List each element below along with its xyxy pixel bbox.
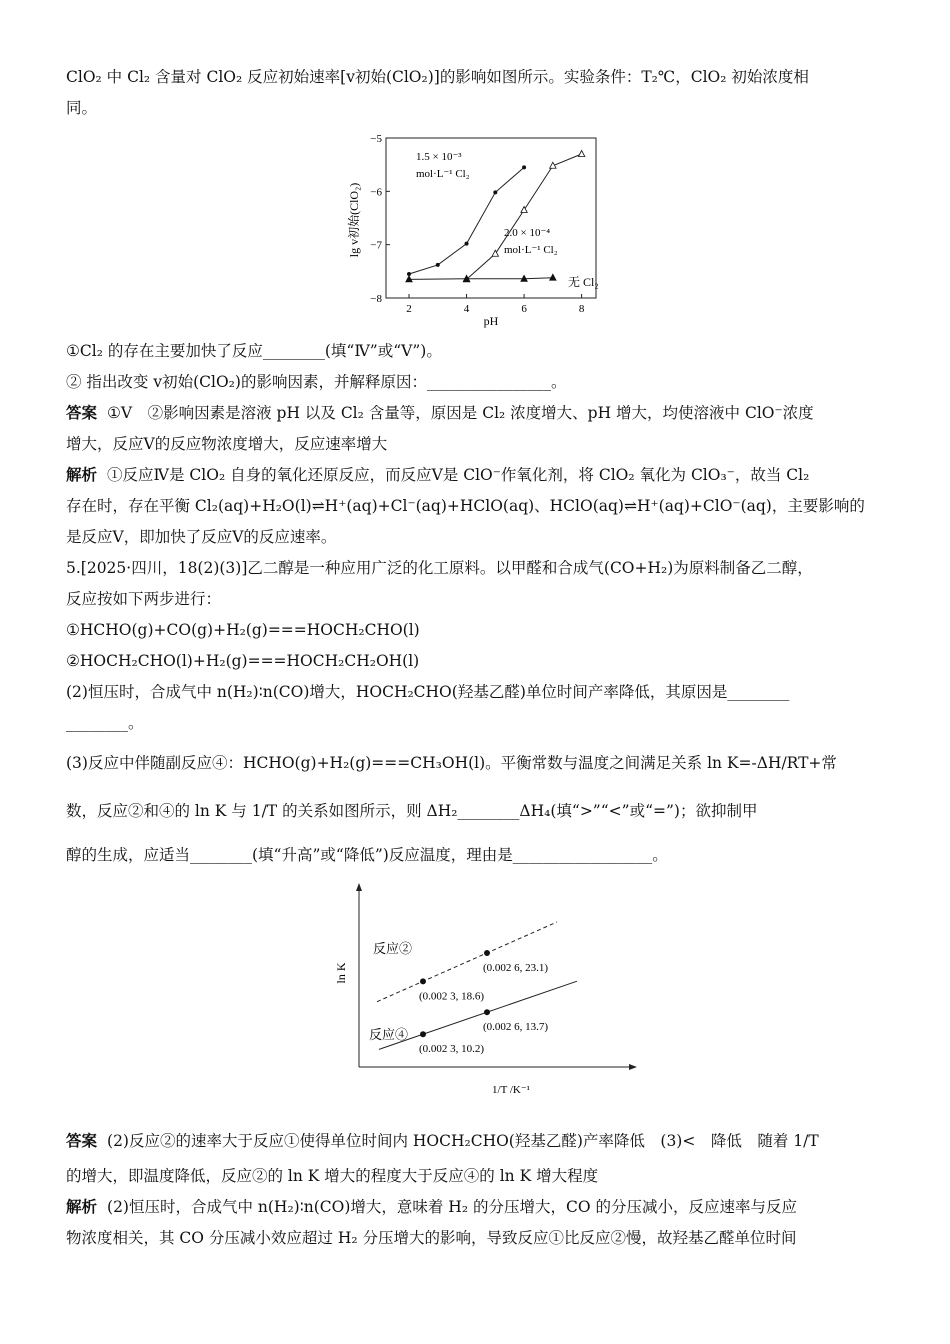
intro-line-1: ClO₂ 中 Cl₂ 含量对 ClO₂ 反应初始速率[v初始(ClO₂)]的影响如图所示。实验条件：T₂℃，ClO₂ 初始浓度相	[66, 68, 809, 86]
answer-2-line-2: 的增大，即温度降低，反应②的 ln K 增大的程度大于反应④的 ln K 增大程度	[66, 1167, 599, 1185]
answer-1-line-1	[66, 398, 886, 429]
analysis-2-label: 解析	[66, 1198, 98, 1216]
problem-5-line-1: 5.[2025·四川，18(2)(3)]乙二醇是一种应用广泛的化工原料。以甲醛和合成气(CO+H₂)为原料制备乙二醇，	[66, 559, 813, 577]
document-page	[66, 62, 886, 1254]
answer-1-text: ①Ⅴ ②影响因素是溶液 pH 以及 Cl₂ 含量等，原因是 Cl₂ 浓度增大、pH 增大，均使溶液中 ClO⁻浓度	[107, 404, 814, 422]
data-point	[484, 1009, 490, 1015]
x-tick-label: 8	[578, 303, 585, 315]
data-point	[522, 165, 526, 169]
y-tick-label: −8	[370, 293, 382, 305]
chart2-x-arrow	[629, 1064, 637, 1070]
intro-line-2: 同。	[66, 99, 98, 117]
point-label: (0.002 3, 10.2)	[419, 1043, 485, 1056]
x-tick-label: 6	[521, 303, 527, 315]
analysis-2-text: (2)恒压时，合成气中 n(H₂)∶n(CO)增大，意味着 H₂ 的分压增大，CO 的分压减小，反应速率与反应	[107, 1198, 797, 1216]
chart1-xlabel: pH	[483, 314, 499, 328]
answer-2-label: 答案	[66, 1132, 98, 1150]
equation-2: ②HOCH₂CHO(l)+H₂(g)===HOCH₂CH₂OH(l)	[66, 652, 420, 670]
series2-label-b: mol·L⁻¹ Cl₂	[504, 244, 558, 256]
question-5-2-line-2: ________。	[66, 714, 144, 732]
analysis-1-text: ①反应Ⅳ是 ClO₂ 自身的氧化还原反应，而反应Ⅴ是 ClO⁻作氧化剂，将 ClO₂ 氧化为 ClO₃⁻，故当 Cl₂	[107, 466, 810, 484]
ph-rate-chart	[346, 132, 606, 332]
lnk-chart	[311, 881, 641, 1111]
answer-1-line-2: 增大，反应Ⅴ的反应物浓度增大，反应速率增大	[66, 435, 388, 453]
chart2-ylabel: ln K	[334, 962, 348, 984]
y-tick-label: −5	[370, 133, 382, 145]
analysis-2-line-2: 物浓度相关，其 CO 分压减小效应超过 H₂ 分压增大的影响，导致反应①比反应②慢，故羟基乙醛单位时间	[66, 1229, 797, 1247]
question-5-3-line-2: 数，反应②和④的 ln K 与 1/T 的关系如图所示，则 ΔH₂________ΔH₄(填“>”“<”或“=”)；欲抑制甲	[66, 802, 758, 820]
ph-rate-chart-svg	[346, 132, 606, 332]
data-point	[420, 1031, 426, 1037]
series2-label-a: 2.0 × 10⁻⁴	[504, 227, 551, 239]
answer-2-line-1	[66, 1121, 886, 1161]
data-point	[436, 263, 440, 267]
y-tick-label: −6	[370, 186, 382, 199]
series-line-3	[409, 278, 553, 280]
data-point	[578, 151, 584, 157]
x-tick-label: 2	[406, 303, 412, 315]
x-tick-label: 4	[463, 303, 470, 315]
answer-label: 答案	[66, 404, 98, 422]
analysis-label: 解析	[66, 466, 98, 484]
analysis-1-line-1	[66, 460, 886, 491]
point-label: (0.002 3, 18.6)	[419, 990, 485, 1003]
data-point	[463, 275, 469, 281]
problem-5-line-2: 反应按如下两步进行：	[66, 590, 222, 608]
reaction-2-label: 反应②	[373, 941, 413, 956]
chart2-xlabel: 1/T /K⁻¹	[492, 1084, 530, 1096]
data-point	[484, 950, 490, 956]
y-tick-label: −7	[370, 239, 382, 252]
question-1: ①Cl₂ 的存在主要加快了反应________(填“Ⅳ”或“Ⅴ”)。	[66, 342, 442, 360]
question-5-3-line-1: (3)反应中伴随副反应④：HCHO(g)+H₂(g)===CH₃OH(l)。平衡常数与温度之间满足关系 ln K=-ΔH/RT+常	[66, 754, 837, 772]
question-5-2-line-1: (2)恒压时，合成气中 n(H₂)∶n(CO)增大，HOCH₂CHO(羟基乙醛)单位时间产率降低，其原因是________	[66, 683, 790, 701]
data-point	[550, 274, 556, 280]
reaction-4-label: 反应④	[369, 1027, 409, 1042]
analysis-1-line-3: 是反应Ⅴ，即加快了反应Ⅴ的反应速率。	[66, 528, 337, 546]
series-line-2	[467, 154, 582, 279]
chart1-ylabel: lg v初始(ClO₂)	[347, 182, 361, 258]
series3-label: 无 Cl₂	[568, 275, 599, 289]
data-point	[465, 242, 469, 246]
analysis-1-line-2: 存在时，存在平衡 Cl₂(aq)+H₂O(l)⇌H⁺(aq)+Cl⁻(aq)+HClO(aq)、HClO(aq)⇌H⁺(aq)+ClO⁻(aq)，主要影响的	[66, 497, 865, 515]
point-label: (0.002 6, 23.1)	[483, 961, 549, 974]
series1-label-b: mol·L⁻¹ Cl₂	[416, 168, 470, 180]
analysis-2-line-1	[66, 1192, 886, 1223]
series1-label-a: 1.5 × 10⁻³	[416, 151, 462, 163]
question-5-3-line-3: 醇的生成，应适当________(填“升高”或“降低”)反应温度，理由是__________________。	[66, 846, 668, 864]
data-point	[493, 190, 497, 194]
chart2-y-arrow	[356, 883, 362, 891]
equation-1: ①HCHO(g)+CO(g)+H₂(g)===HOCH₂CHO(l)	[66, 621, 420, 639]
question-2: ② 指出改变 v初始(ClO₂)的影响因素，并解释原因：________________。	[66, 373, 567, 391]
lnk-chart-svg	[311, 881, 641, 1111]
answer-2-text: (2)反应②的速率大于反应①使得单位时间内 HOCH₂CHO(羟基乙醛)产率降低 (3)< 降低 随着 1/T	[107, 1132, 819, 1150]
point-label: (0.002 6, 13.7)	[483, 1021, 549, 1034]
data-point	[420, 978, 426, 984]
series-line-1	[409, 167, 524, 274]
